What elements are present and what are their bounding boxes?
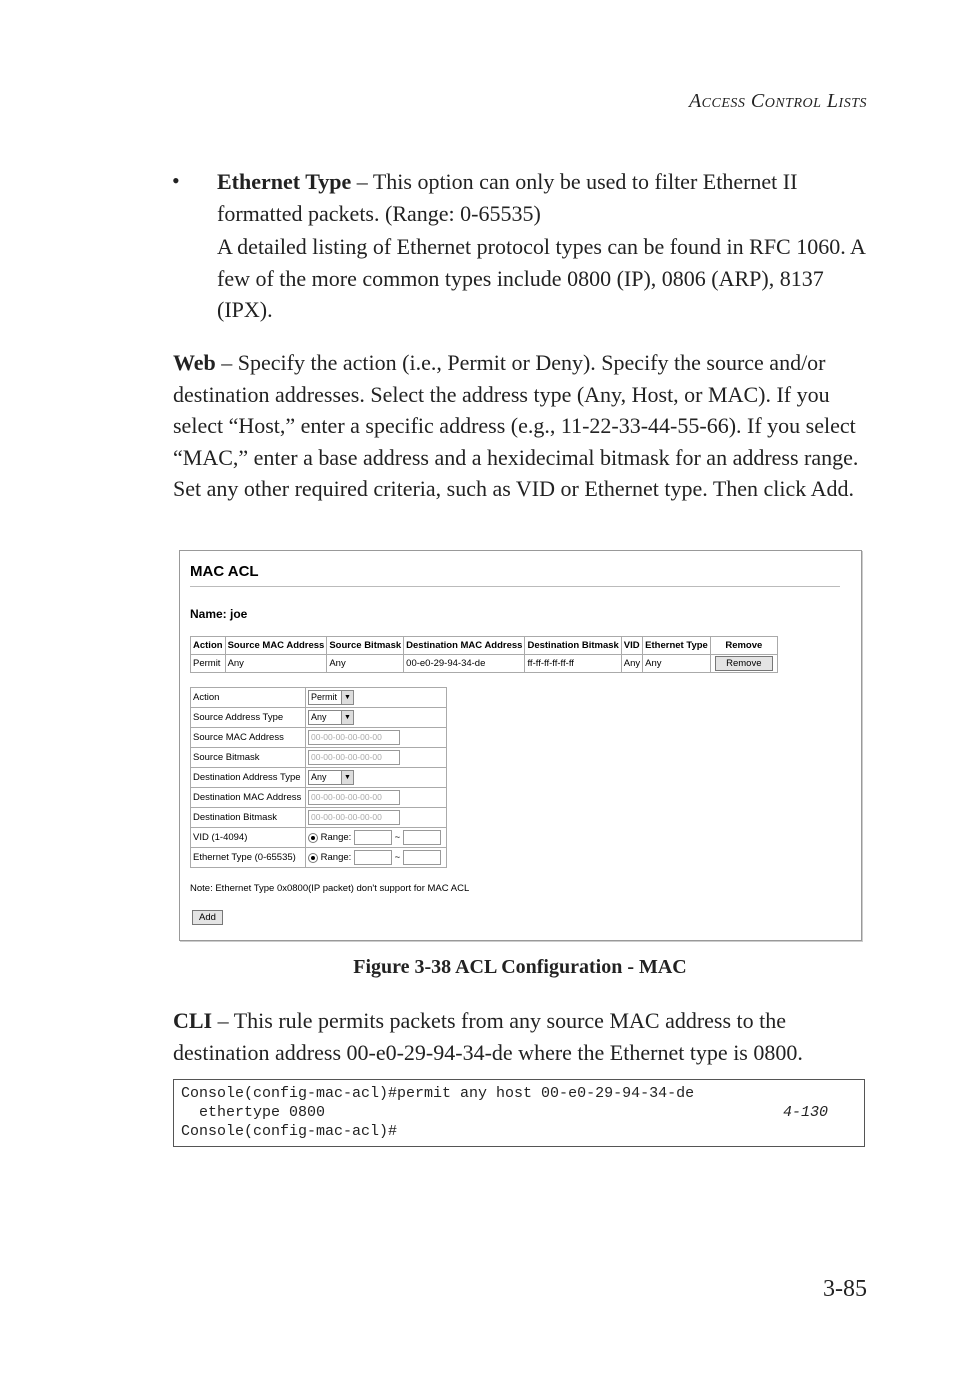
col-vid: VID <box>621 637 642 655</box>
chevron-down-icon: ▼ <box>341 771 353 784</box>
dst-mask-label: Destination Bitmask <box>191 808 306 828</box>
vid-range-label: Range: <box>320 832 352 844</box>
src-mac-label: Source MAC Address <box>191 728 306 748</box>
code-page-reference: 4-130 <box>783 1104 829 1121</box>
cli-paragraph <box>173 1005 867 1068</box>
src-mask-input[interactable]: 00-00-00-00-00-00 <box>308 750 400 765</box>
web-paragraph <box>173 347 867 505</box>
mac-acl-screenshot <box>179 550 862 941</box>
code-line-3: Console(config-mac-acl)# <box>181 1123 398 1140</box>
col-dst-mask: Destination Bitmask <box>525 637 621 655</box>
web-term: Web <box>173 350 216 375</box>
acl-rule-table <box>190 636 778 673</box>
col-dst-mac: Destination MAC Address <box>404 637 525 655</box>
row-src-mask: Any <box>327 655 404 673</box>
ethertype-note: Note: Ethernet Type 0x0800(IP packet) don't support for MAC ACL <box>190 883 470 894</box>
row-vid: Any <box>621 655 642 673</box>
dst-type-select[interactable]: Any ▼ <box>308 770 354 785</box>
chevron-down-icon: ▼ <box>341 691 353 704</box>
ethernet-type-text: – This option can only be used to filter Ethernet II formatted packets. (Range: 0-65535) <box>217 169 798 226</box>
cli-code-block <box>173 1079 865 1147</box>
cli-term: CLI <box>173 1008 213 1033</box>
dst-mac-label: Destination MAC Address <box>191 788 306 808</box>
src-type-select[interactable]: Any ▼ <box>308 710 354 725</box>
col-src-mask: Source Bitmask <box>327 637 404 655</box>
dst-type-label: Destination Address Type <box>191 768 306 788</box>
code-line-1: Console(config-mac-acl)#permit any host 00-e0-29-94-34-de <box>181 1085 695 1102</box>
row-dst-mask: ff-ff-ff-ff-ff-ff <box>525 655 621 673</box>
vid-range-radio[interactable] <box>308 833 318 843</box>
dst-mac-input[interactable]: 00-00-00-00-00-00 <box>308 790 400 805</box>
col-ethertype: Ethernet Type <box>643 637 711 655</box>
title-divider <box>190 586 840 587</box>
row-src-mac: Any <box>225 655 327 673</box>
add-button[interactable]: Add <box>192 910 223 925</box>
src-mac-input[interactable]: 00-00-00-00-00-00 <box>308 730 400 745</box>
acl-name: Name: joe <box>190 607 248 621</box>
action-label: Action <box>191 688 306 708</box>
eth-range-radio[interactable] <box>308 853 318 863</box>
figure-caption: Figure 3-38 ACL Configuration - MAC <box>353 956 687 978</box>
remove-button[interactable]: Remove <box>715 656 772 671</box>
web-text: – Specify the action (i.e., Permit or Deny). Specify the source and/or destination addresses. Select the address type (Any, Host, or MAC). If you select “Host,” enter a specific address (e.g., 11-22-33-44-55-66). If you select “MAC,” enter a base address and a hexidecimal bitmask for an address range. Set any other required criteria, such as VID or Ethernet type. Then click Add. <box>173 350 859 501</box>
ethernet-type-detail: A detailed listing of Ethernet protocol types can be found in RFC 1060. A few of the more common types include 0800 (IP), 0806 (ARP), 8137 (IPX). <box>217 234 865 322</box>
vid-range-start-input[interactable] <box>354 830 392 845</box>
ethernet-type-paragraph <box>217 166 867 229</box>
eth-range-start-input[interactable] <box>354 850 392 865</box>
acl-rule-form <box>190 687 447 868</box>
ethernet-type-term: Ethernet Type <box>217 169 352 194</box>
cli-text: – This rule permits packets from any source MAC address to the destination address 00-e0-29-94-34-de where the Ethernet type is 0800. <box>173 1008 803 1065</box>
eth-range-end-input[interactable] <box>403 850 441 865</box>
action-select[interactable]: Permit ▼ <box>308 690 354 705</box>
vid-label: VID (1-4094) <box>191 828 306 848</box>
col-action: Action <box>191 637 226 655</box>
eth-range-tilde: ~ <box>394 852 401 864</box>
row-dst-mac: 00-e0-29-94-34-de <box>404 655 525 673</box>
vid-range-end-input[interactable] <box>403 830 441 845</box>
bullet-marker: • <box>172 168 180 193</box>
page-number: 3-85 <box>823 1276 867 1302</box>
chevron-down-icon: ▼ <box>341 711 353 724</box>
vid-range-tilde: ~ <box>394 832 401 844</box>
row-remove-cell <box>710 655 777 673</box>
src-type-label: Source Address Type <box>191 708 306 728</box>
src-mask-label: Source Bitmask <box>191 748 306 768</box>
row-ethertype: Any <box>643 655 711 673</box>
col-src-mac: Source MAC Address <box>225 637 327 655</box>
table-header-row <box>191 637 778 655</box>
eth-range-label: Range: <box>320 852 352 864</box>
row-action: Permit <box>191 655 226 673</box>
table-row <box>191 655 778 673</box>
running-header: Access Control Lists <box>688 90 867 112</box>
code-line-2: ethertype 0800 <box>181 1104 326 1121</box>
dst-mask-input[interactable]: 00-00-00-00-00-00 <box>308 810 400 825</box>
col-remove: Remove <box>710 637 777 655</box>
eth-type-label: Ethernet Type (0-65535) <box>191 848 306 868</box>
screenshot-title: MAC ACL <box>190 563 259 580</box>
